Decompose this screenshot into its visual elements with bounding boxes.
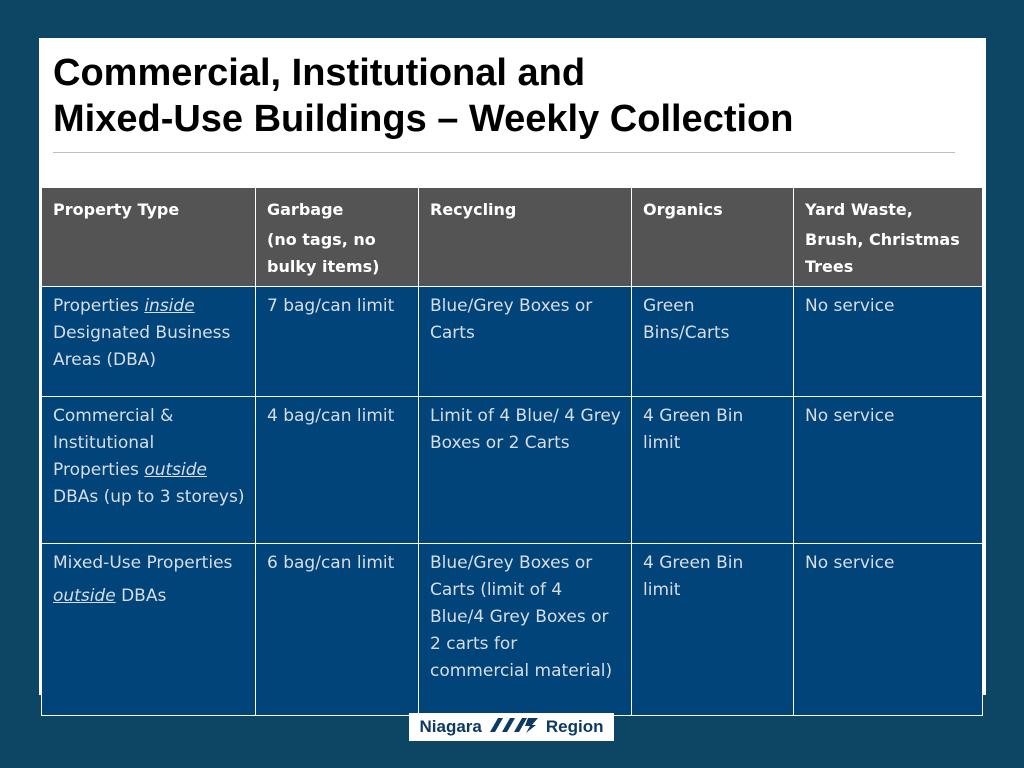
- header-recycling: Recycling: [419, 188, 632, 287]
- title-divider: [53, 152, 955, 153]
- niagara-region-slash-icon: [488, 716, 540, 739]
- table-row: [42, 287, 983, 397]
- header-yard-waste: Yard Waste, Brush, Christmas Trees: [794, 188, 983, 287]
- cell-recycling: Blue/Grey Boxes or Carts: [419, 287, 632, 397]
- slide-title: [53, 50, 953, 142]
- title-line-1: Commercial, Institutional and: [53, 52, 586, 94]
- cell-property-type: Mixed-Use Properties outside DBAs: [42, 544, 256, 716]
- logo-text-region: Region: [545, 717, 604, 736]
- cell-organics: 4 Green Bin limit: [632, 397, 794, 544]
- header-garbage-note: (no tags, no bulky items): [267, 230, 380, 276]
- cell-recycling: Blue/Grey Boxes or Carts (limit of 4 Blue/4 Grey Boxes or 2 carts for commercial material): [419, 544, 632, 716]
- cell-property-type: Properties inside Designated Business Areas (DBA): [42, 287, 256, 397]
- cell-recycling: Limit of 4 Blue/ 4 Grey Boxes or 2 Carts: [419, 397, 632, 544]
- table-row: [42, 544, 983, 716]
- title-line-2: Mixed-Use Buildings – Weekly Collection: [53, 98, 794, 140]
- header-organics: Organics: [632, 188, 794, 287]
- niagara-region-logo: [409, 713, 614, 743]
- header-yard-waste-sub: Brush, Christmas Trees: [805, 230, 960, 276]
- cell-organics: Green Bins/Carts: [632, 287, 794, 397]
- table-header-row: [42, 188, 983, 287]
- cell-garbage: 4 bag/can limit: [256, 397, 419, 544]
- cell-property-type: Commercial & Institutional Properties outside DBAs (up to 3 storeys): [42, 397, 256, 544]
- collection-table: [41, 187, 983, 716]
- cell-yard-waste: No service: [794, 544, 983, 716]
- cell-garbage: 6 bag/can limit: [256, 544, 419, 716]
- cell-yard-waste: No service: [794, 287, 983, 397]
- header-garbage: Garbage (no tags, no bulky items): [256, 188, 419, 287]
- table-row: [42, 397, 983, 544]
- header-property-type: Property Type: [42, 188, 256, 287]
- cell-garbage: 7 bag/can limit: [256, 287, 419, 397]
- logo-text-niagara: Niagara: [419, 717, 482, 736]
- cell-yard-waste: No service: [794, 397, 983, 544]
- cell-organics: 4 Green Bin limit: [632, 544, 794, 716]
